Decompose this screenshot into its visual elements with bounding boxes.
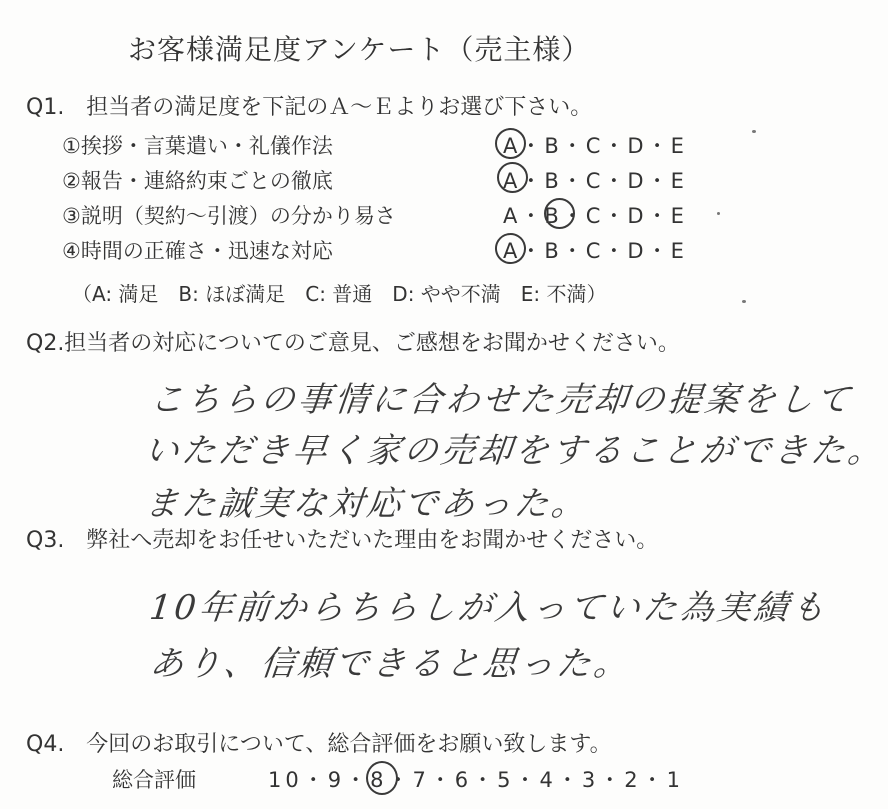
q4-rating-label: 総合評価 — [112, 768, 196, 792]
q1-item-2-label: ②報告・連絡約束ごとの徹底 — [62, 169, 333, 193]
q1-item-1-grades: A・B・C・D・E — [503, 134, 687, 158]
q1-item-3-grades: A・B・C・D・E — [503, 204, 687, 228]
q1-item-4-label: ④時間の正確さ・迅速な対応 — [62, 239, 333, 263]
q1-item-3-selected-circle — [544, 198, 575, 229]
q3-answer-line-1: 10年前からちらしが入っていた為実績も — [147, 588, 830, 628]
q2-answer-line-3: また誠実な対応であった。 — [142, 484, 591, 524]
scan-speck — [717, 212, 720, 215]
q4-question: Q4. 今回のお取引について、総合評価をお願い致します。 — [26, 732, 612, 757]
q1-item-1-label: ①挨拶・言葉遣い・礼儀作法 — [62, 134, 333, 158]
q1-item-2-grades: A・B・C・D・E — [503, 169, 687, 193]
scan-speck — [742, 300, 746, 303]
q3-answer-line-2: あり、信頼できると思った。 — [147, 644, 633, 684]
q2-answer-line-1: こちらの事情に合わせた売却の提案をして — [147, 380, 855, 420]
q1-item-4-grades: A・B・C・D・E — [503, 239, 687, 263]
q1-question: Q1. 担当者の満足度を下記のＡ～Ｅよりお選び下さい。 — [26, 95, 593, 120]
q2-question: Q2.担当者の対応についてのご意見、ご感想をお聞かせください。 — [26, 331, 680, 356]
q1-legend: （A: 満足 B: ほぼ満足 C: 普通 D: やや不満 E: 不満） — [72, 282, 607, 306]
q1-item-1-selected-circle — [495, 128, 526, 159]
q1-item-2-selected-circle — [497, 162, 528, 193]
q4-rating-scale: 10・9・8・7・6・5・4・3・2・1 — [268, 768, 684, 792]
q2-answer-line-2: いただき早く家の売却をすることができた。 — [142, 431, 887, 471]
scan-speck — [752, 130, 756, 133]
q1-item-3-label: ③説明（契約～引渡）の分かり易さ — [62, 204, 396, 228]
q3-question: Q3. 弊社へ売却をお任せいただいた理由をお聞かせください。 — [26, 528, 659, 553]
q4-selected-circle — [366, 761, 398, 795]
survey-title: お客様満足度アンケート（売主様） — [128, 33, 591, 66]
